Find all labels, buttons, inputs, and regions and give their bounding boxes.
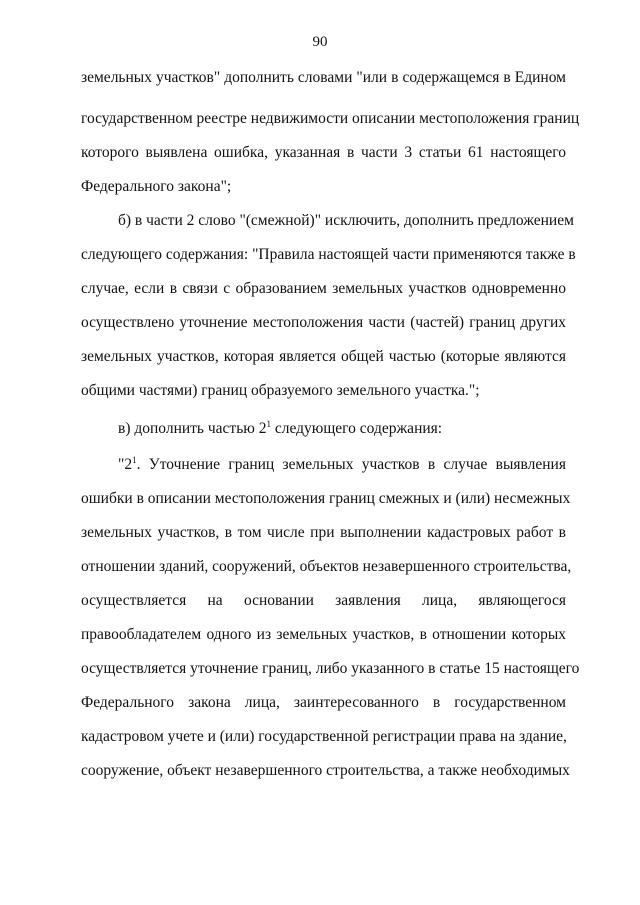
text-line: случае, если в связи с образованием земельных участков одновременно	[81, 280, 566, 297]
text-fragment: следующего содержания:	[270, 420, 443, 437]
text-line	[118, 419, 566, 439]
superscript: 1	[132, 455, 137, 465]
text-line: б) в части 2 слово "(смежной)" исключить, дополнить предложением	[118, 212, 574, 229]
text-line: правообладателем одного из земельных участков, в отношении которых	[81, 626, 566, 643]
text-line: земельных участков" дополнить словами "или в содержащемся в Едином	[81, 69, 566, 86]
text-line: которого выявлена ошибка, указанная в части 3 статьи 61 настоящего	[81, 144, 566, 161]
text-line: осуществляется уточнение границ, либо указанного в статье 15 настоящего	[81, 660, 580, 677]
superscript: 1	[266, 419, 271, 429]
page-number: 90	[312, 34, 328, 50]
text-line: следующего содержания: "Правила настоящей части применяются также в	[81, 246, 576, 263]
text-line: общими частями) границ образуемого земельного участка.";	[81, 382, 480, 399]
text-line: Федерального закона";	[81, 178, 232, 195]
text-line: кадастровом учете и (или) государственной регистрации права на здание,	[81, 728, 567, 745]
text-line: ошибки в описании местоположения границ смежных и (или) несмежных	[81, 490, 571, 507]
text-line: сооружение, объект незавершенного строительства, а также необходимых	[81, 762, 570, 779]
text-line: Федерального закона лица, заинтересованного в государственном	[81, 694, 566, 711]
text-line: отношении зданий, сооружений, объектов незавершенного строительства,	[81, 558, 572, 575]
text-line: государственном реестре недвижимости описании местоположения границ	[81, 110, 580, 127]
text-line: осуществляется на основании заявления лица, являющегося	[81, 592, 566, 609]
text-line: земельных участков, которая является общей частью (которые являются	[81, 348, 566, 365]
text-fragment: в) дополнить частью 2	[118, 420, 267, 437]
text-line: земельных участков, в том числе при выполнении кадастровых работ в	[81, 524, 566, 541]
text-fragment: "2	[118, 456, 133, 473]
text-line	[118, 455, 566, 475]
text-line: осуществлено уточнение местоположения части (частей) границ других	[81, 314, 566, 331]
text-fragment: . Уточнение границ земельных участков в случае выявления	[136, 456, 566, 473]
